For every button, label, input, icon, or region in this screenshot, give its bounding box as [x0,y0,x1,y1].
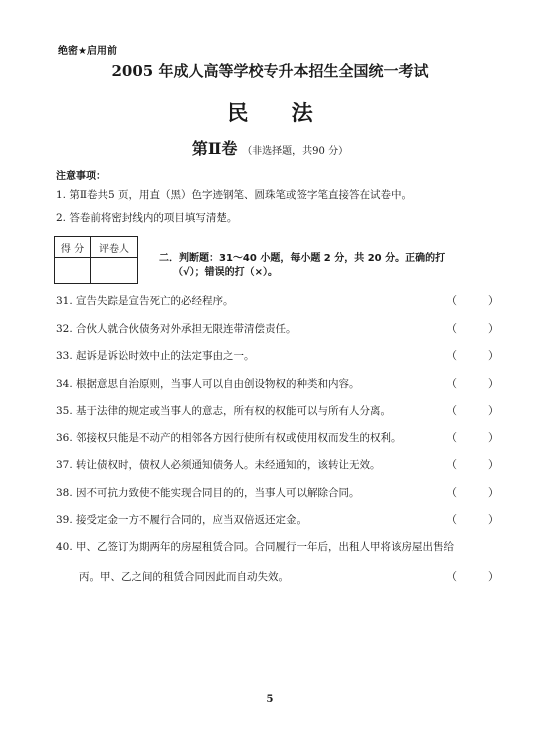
paren-close: ） [488,377,499,390]
volume-note: （非选择题，共90 分） [242,146,349,157]
question-item: 40. 甲、乙签订为期两年的房屋租赁合同。合同履行一年后，出租人甲将该房屋出售给 [56,541,455,553]
paren-close: ） [488,570,499,583]
score-box-divider [55,257,137,258]
volume-heading [0,136,540,159]
section-heading-line: （√）；错误的打（×）。 [173,267,279,278]
subject-title: 民 法 [227,100,331,125]
paren-close: ） [488,404,499,417]
question-item: 35. 基于法律的规定或当事人的意志，所有权的权能可以与所有人分离。 [56,405,392,417]
page-number: 5 [266,694,274,705]
paren-close: ） [488,294,499,307]
paren-open: （ [446,349,457,362]
note-item: 1. 第Ⅱ卷共5 页，用直（黑）色字迹钢笔、圆珠笔或签字笔直接答在试卷中。 [56,189,413,201]
paren-open: （ [446,486,457,499]
question-item: 38. 因不可抗力致使不能实现合同目的的，当事人可以解除合同。 [56,487,360,499]
note-item: 2. 答卷前将密封线内的项目填写清楚。 [56,212,238,224]
paren-open: （ [446,322,457,335]
score-box [54,236,138,284]
question-item-continuation: 丙。甲、乙之间的租赁合同因此而自动失效。 [79,571,289,583]
score-label: 得 分 [60,244,85,255]
paren-close: ） [488,322,499,335]
section-heading [159,252,445,280]
grader-label: 评卷人 [99,244,129,255]
question-item: 31. 宣告失踪是宣告死亡的必经程序。 [56,295,234,307]
paren-open: （ [446,570,457,583]
paren-close: ） [488,349,499,362]
paren-close: ） [488,431,499,444]
paren-open: （ [446,404,457,417]
paren-open: （ [446,294,457,307]
section-heading-line: 二．判断题：31～40 小题，每小题 2 分，共 20 分。正确的打 [159,253,446,264]
question-item: 37. 转让债权时，债权人必须通知债务人。未经通知的，该转让无效。 [56,459,381,471]
volume-label: 第Ⅱ卷 [191,139,238,158]
paren-open: （ [446,377,457,390]
question-item: 33. 起诉是诉讼时效中止的法定事由之一。 [56,350,255,362]
paren-close: ） [488,513,499,526]
paren-open: （ [446,431,457,444]
question-item: 39. 接受定金一方不履行合同的，应当双倍返还定金。 [56,514,308,526]
paren-close: ） [488,458,499,471]
question-item: 36. 邻接权只能是不动产的相邻各方因行使所有权或使用权而发生的权利。 [56,432,402,444]
confidential-mark: 绝密★启用前 [58,46,117,57]
question-item: 32. 合伙人就合伙债务对外承担无限连带清偿责任。 [56,323,297,335]
paren-open: （ [446,513,457,526]
notes-title: 注意事项： [56,171,106,182]
paren-open: （ [446,458,457,471]
question-item: 34. 根据意思自治原则，当事人可以自由创设物权的种类和内容。 [56,378,360,390]
paren-close: ） [488,486,499,499]
exam-title: 2005 年成人高等学校专升本招生全国统一考试 [111,62,429,80]
